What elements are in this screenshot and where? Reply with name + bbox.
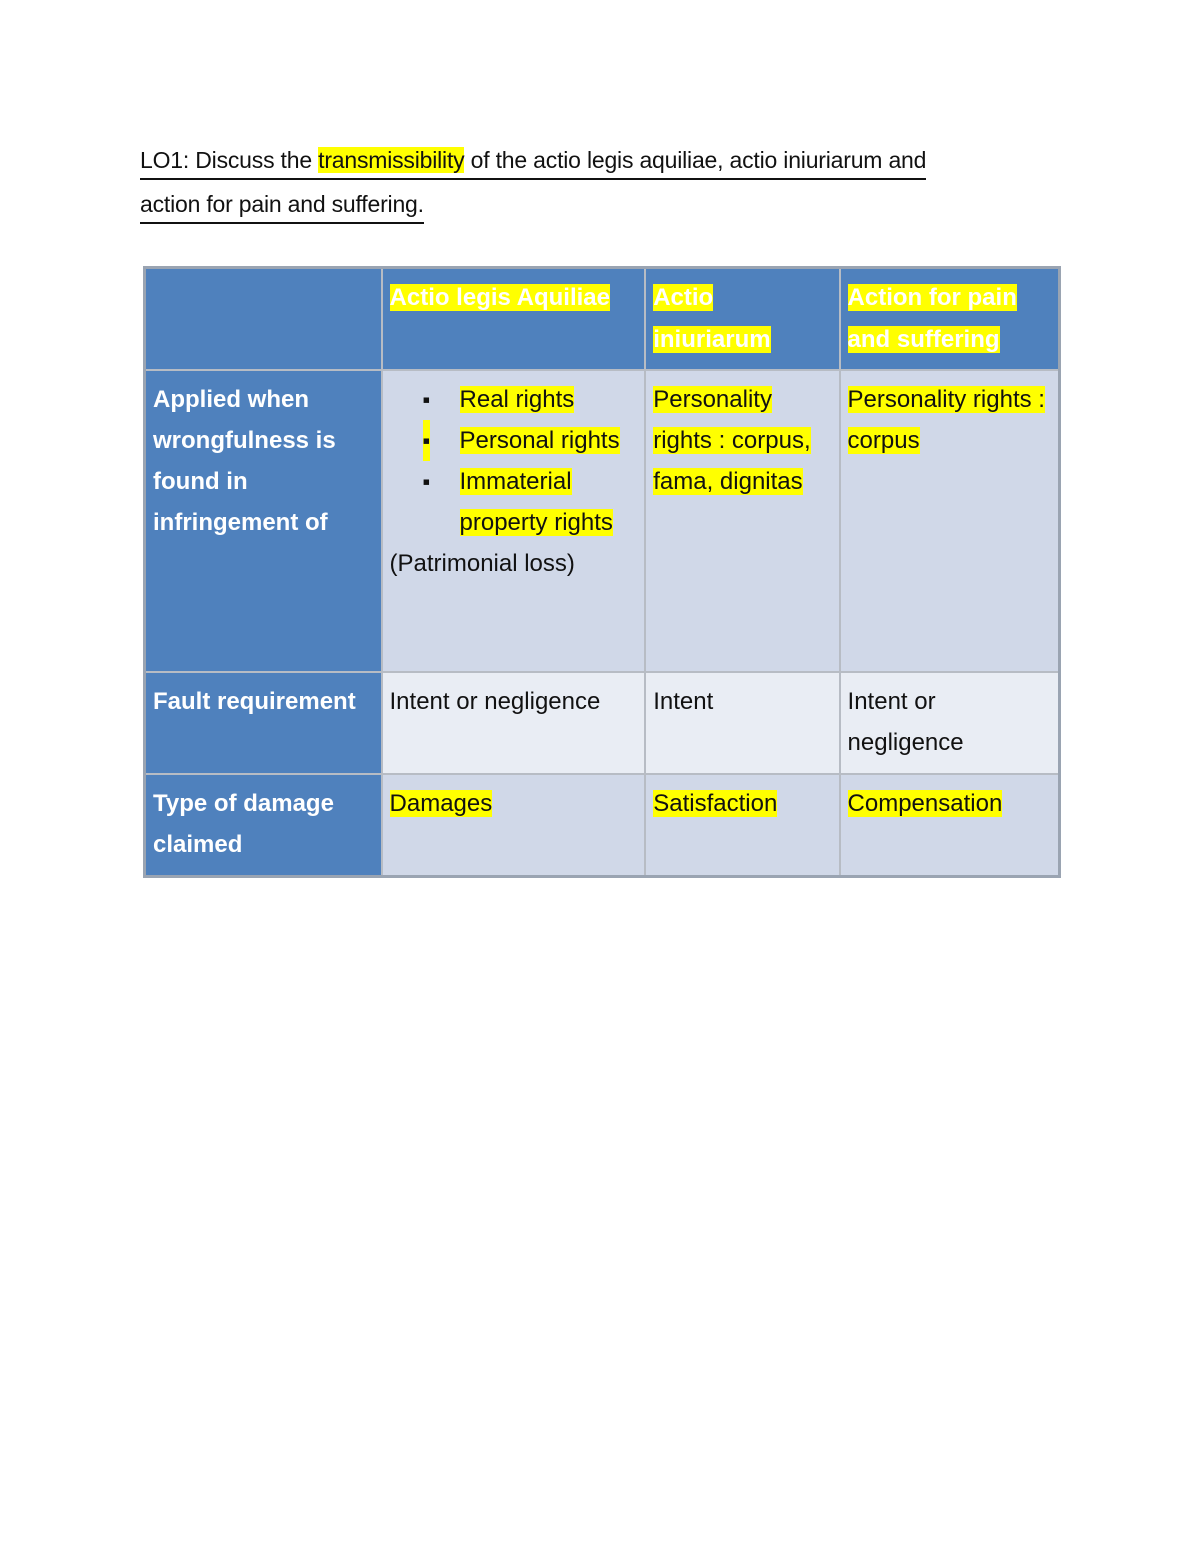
cell-aquiliae-damage: Damages bbox=[382, 774, 646, 877]
cell-aquiliae-rights bbox=[382, 370, 646, 672]
comparison-table bbox=[143, 266, 1061, 878]
table-header-row bbox=[145, 268, 1060, 371]
row-label-damage-type: Type of damage claimed bbox=[145, 774, 382, 877]
table-row bbox=[145, 370, 1060, 672]
cell-iniuriarum-rights: Personality rights : corpus, fama, dignitas bbox=[645, 370, 839, 672]
heading-highlight: transmissibility bbox=[318, 147, 465, 173]
cell-iniuriarum-fault: Intent bbox=[645, 672, 839, 774]
bullet-icon: ▪ bbox=[423, 420, 431, 461]
heading-suffix: of the actio legis aquiliae, actio iniuriarum and bbox=[464, 147, 927, 173]
learning-outcome-heading bbox=[140, 140, 1020, 228]
bullet-icon: ▪ bbox=[422, 387, 431, 412]
table-row bbox=[145, 774, 1060, 877]
header-empty-cell bbox=[145, 268, 382, 371]
row-label-applied: Applied when wrongfulness is found in infringement of bbox=[145, 370, 382, 672]
rights-list bbox=[390, 379, 638, 543]
header-action-pain-suffering: Action for pain and suffering bbox=[840, 268, 1060, 371]
list-item: ▪ Personal rights bbox=[390, 420, 638, 461]
heading-line-2: action for pain and suffering. bbox=[140, 187, 424, 224]
cell-pain-rights: Personality rights : corpus bbox=[840, 370, 1060, 672]
heading-line-1 bbox=[140, 143, 926, 180]
cell-iniuriarum-damage: Satisfaction bbox=[645, 774, 839, 877]
header-actio-legis-aquiliae: Actio legis Aquiliae bbox=[382, 268, 646, 371]
cell-pain-damage: Compensation bbox=[840, 774, 1060, 877]
cell-aquiliae-fault: Intent or negligence bbox=[382, 672, 646, 774]
patrimonial-loss-note: (Patrimonial loss) bbox=[389, 550, 575, 577]
list-item: ▪ Immaterial property rights bbox=[390, 461, 638, 543]
heading-prefix: LO1: Discuss the bbox=[140, 147, 319, 173]
header-actio-iniuriarum: Actio iniuriarum bbox=[645, 268, 839, 371]
list-item: ▪ Real rights bbox=[390, 379, 638, 420]
cell-pain-fault: Intent or negligence bbox=[840, 672, 1060, 774]
row-label-fault: Fault requirement bbox=[145, 672, 382, 774]
table-row bbox=[145, 672, 1060, 774]
bullet-icon: ▪ bbox=[422, 469, 431, 494]
